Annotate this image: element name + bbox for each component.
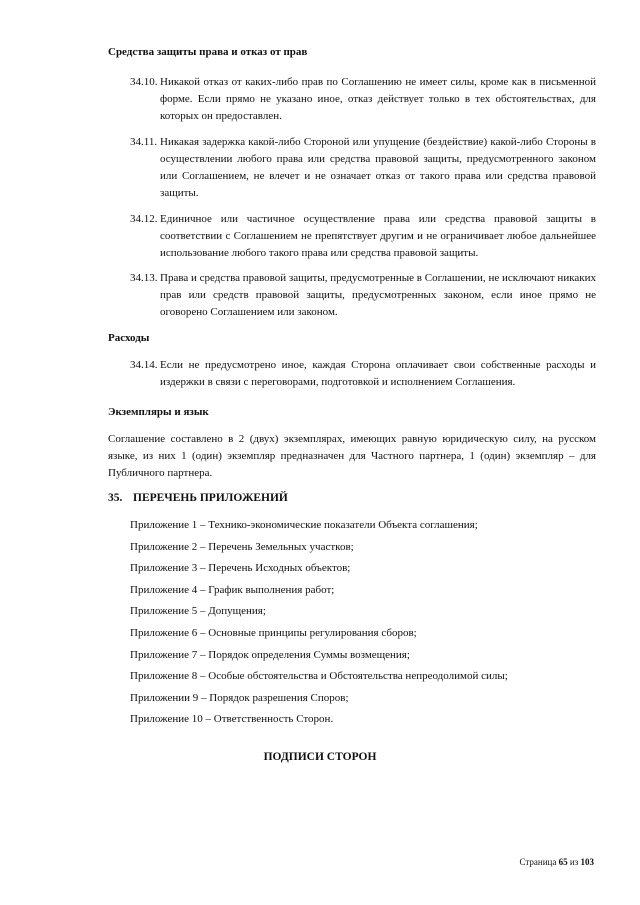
heading-expenses: Расходы xyxy=(108,332,150,344)
clause-number: 34.14. xyxy=(130,359,158,371)
annex-list xyxy=(130,518,508,734)
clause-number: 34.13. xyxy=(130,272,158,284)
heading-copies: Экземпляры и язык xyxy=(108,406,209,418)
clause-text: Права и средства правовой защиты, предусмотренные в Соглашении, не исключают никаких прав или средств правовой защиты, предусмотренных законом, если иное прямо не оговорено Соглашением или законом. xyxy=(160,272,596,318)
page-of-label: из xyxy=(569,857,579,867)
clause-text: Никакая задержка какой-либо Стороной или упущение (бездействие) какой-либо Стороны в осуществлении любого права или средства правовой защиты, предусмотренного законом или Соглашением, не влечет и не означает отказ от такого права или средства правовой защиты. xyxy=(160,136,596,199)
clause-text: Никакой отказ от каких-либо прав по Соглашению не имеет силы, кроме как в письменной форме. Если прямо не указано иное, отказ действует только в тех обстоятельствах, для которых он предоставлен. xyxy=(160,76,596,122)
clause-number: 34.11. xyxy=(130,136,158,148)
annex-item: Приложение 1 – Технико-экономические показатели Объекта соглашения; xyxy=(130,519,478,531)
clause-text: Единичное или частичное осуществление права или средства правовой защиты в соответствии с Соглашением не препятствует другим и не ограничивает любое дальнейшее использование любого такого права или средства правовой защиты. xyxy=(160,213,596,259)
page-number: 65 xyxy=(558,857,568,867)
copies-paragraph: Соглашение составлено в 2 (двух) экземплярах, имеющих равную юридическую силу, на русском языке, из них 1 (один) экземпляр предназначен для Частного партнера, 1 (один) экземпляр – для Публичного партнера. xyxy=(108,433,596,479)
annex-item: Приложение 6 – Основные принципы регулирования сборов; xyxy=(130,626,417,639)
page-label: Страница xyxy=(519,857,557,867)
annex-item: Приложение 3 – Перечень Исходных объектов; xyxy=(130,562,351,575)
page-footer xyxy=(520,857,595,867)
annex-item: Приложение 7 – Порядок определения Суммы возмещения; xyxy=(130,648,410,661)
clause-34-10 xyxy=(108,74,596,125)
section-number: 35. xyxy=(108,492,123,504)
signatures-heading: ПОДПИСИ СТОРОН xyxy=(263,751,377,763)
clause-number: 34.12. xyxy=(130,213,158,225)
clause-number: 34.10. xyxy=(130,76,158,88)
annex-item: Приложение 2 – Перечень Земельных участков; xyxy=(130,540,354,553)
clause-34-11 xyxy=(108,134,596,202)
clause-text: Если не предусмотрено иное, каждая Сторона оплачивает свои собственные расходы и издержки в связи с переговорами, подготовкой и исполнением Соглашения. xyxy=(160,359,596,388)
annex-item: Приложение 10 – Ответственность Сторон. xyxy=(130,713,334,726)
section-title: ПЕРЕЧЕНЬ ПРИЛОЖЕНИЙ xyxy=(133,492,288,504)
annex-item: Приложение 5 – Допущения; xyxy=(130,605,266,618)
section-heading-annexes xyxy=(108,491,288,505)
clause-34-14 xyxy=(108,357,596,391)
annex-item: Приложение 4 – График выполнения работ; xyxy=(130,583,335,596)
clause-34-12 xyxy=(108,211,596,262)
page-total: 103 xyxy=(580,857,594,867)
annex-item: Приложении 9 – Порядок разрешения Споров; xyxy=(130,691,349,704)
annex-item: Приложение 8 – Особые обстоятельства и Обстоятельства непреодолимой силы; xyxy=(130,670,508,683)
heading-remedies: Средства защиты права и отказ от прав xyxy=(108,46,308,58)
clause-34-13 xyxy=(108,270,596,321)
